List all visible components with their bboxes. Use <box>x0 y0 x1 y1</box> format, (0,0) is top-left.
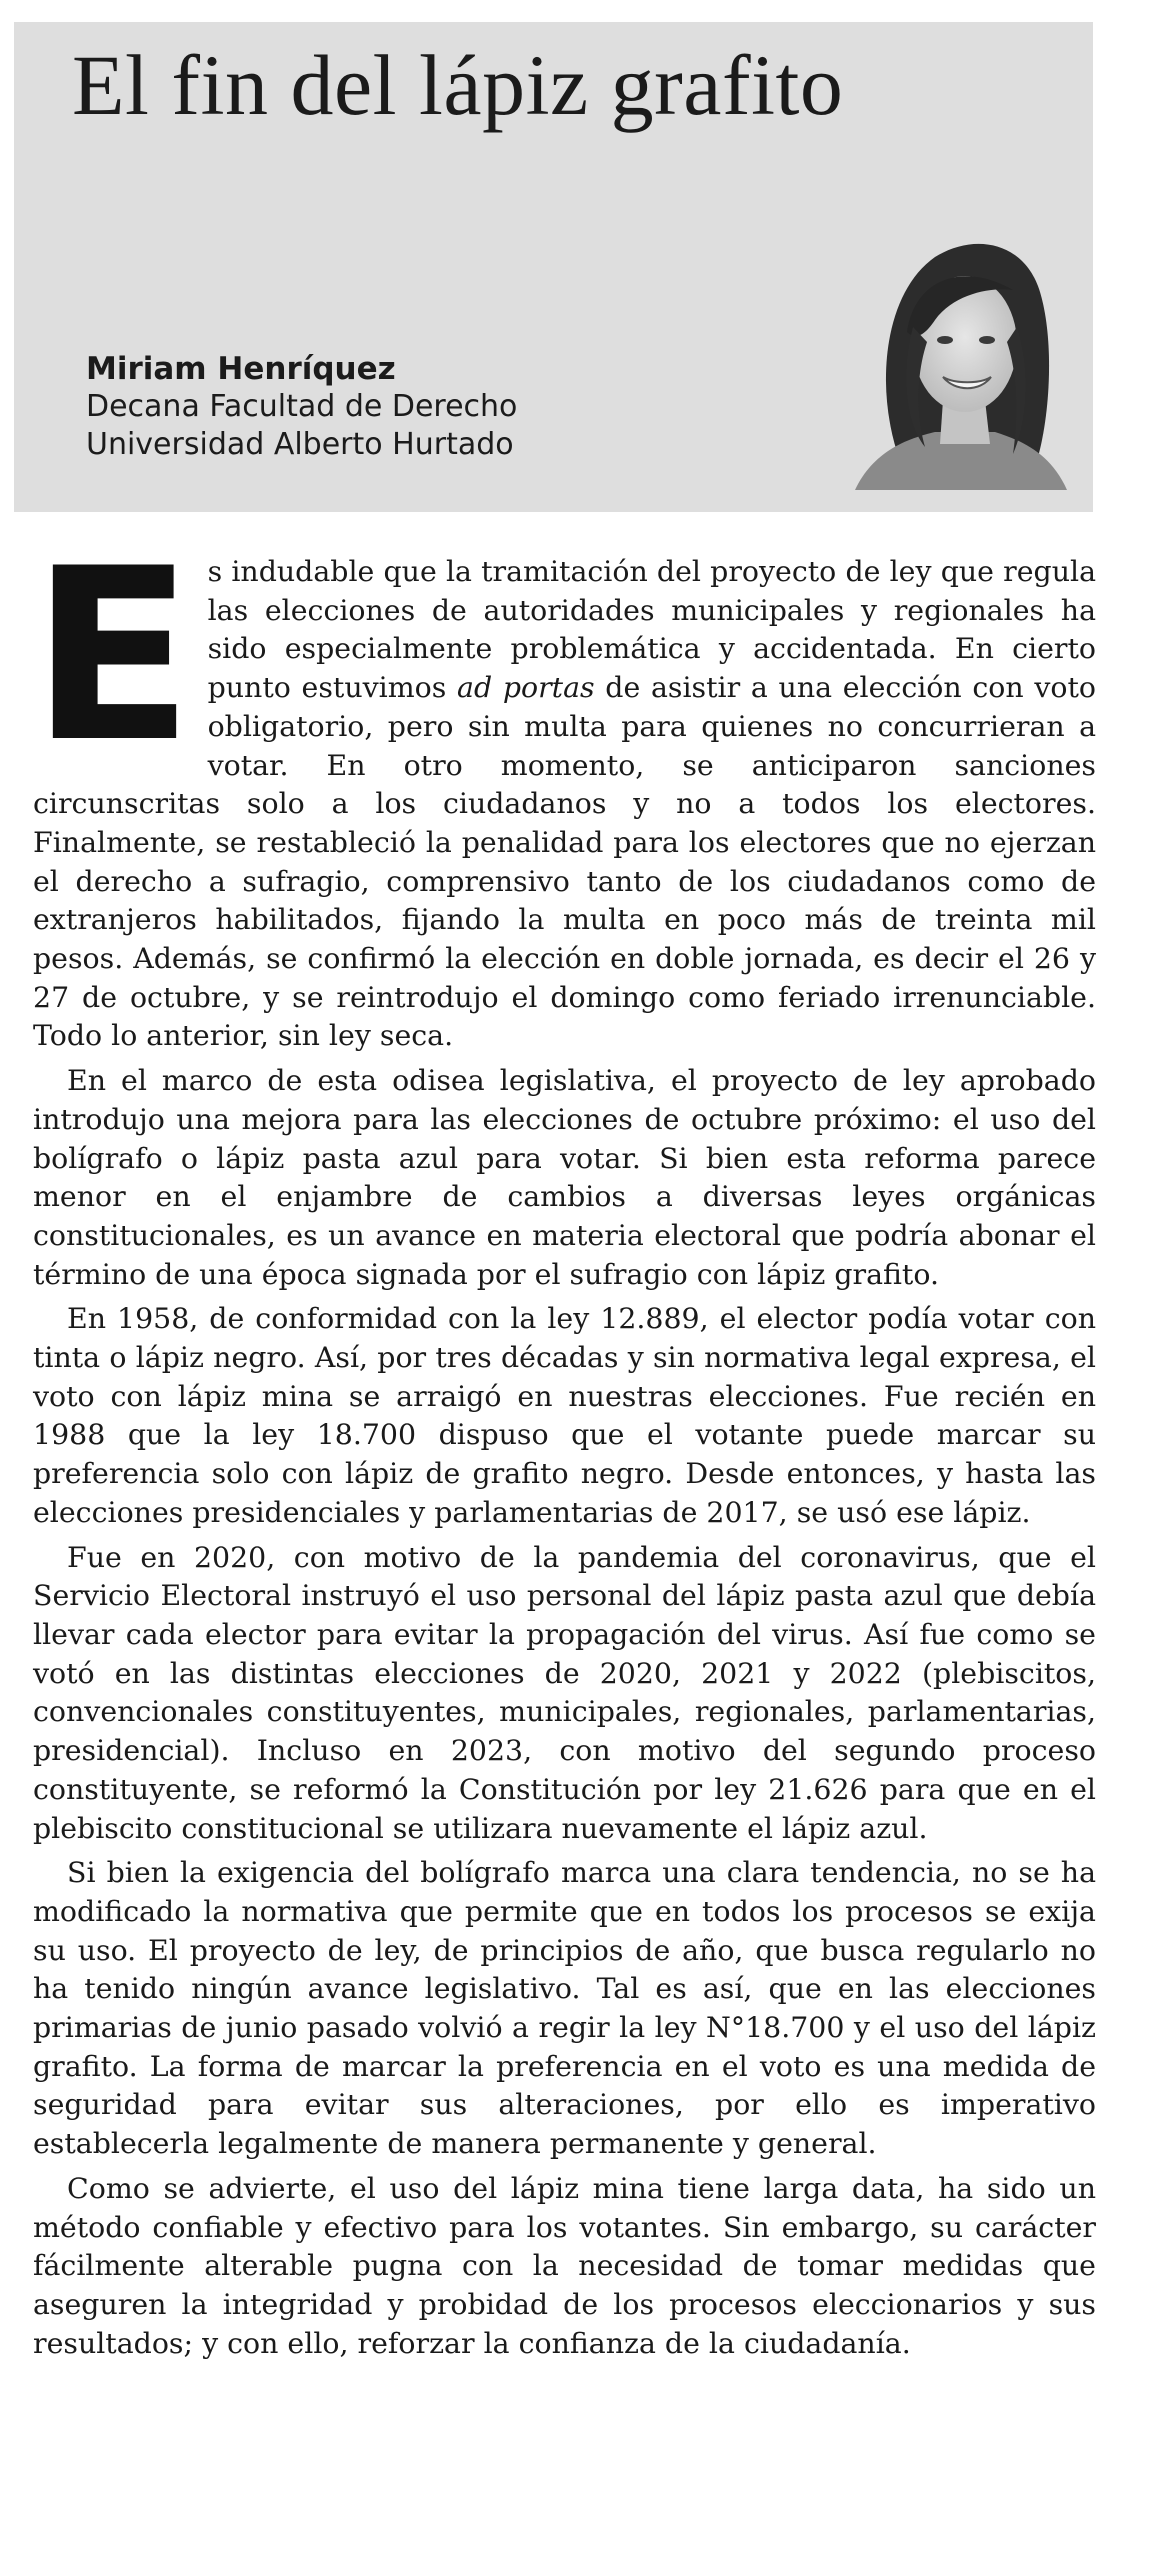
author-portrait <box>835 232 1080 490</box>
author-affiliation: Universidad Alberto Hurtado <box>86 427 514 462</box>
paragraph-1-text-b: de asistir a una elección con voto obligatorio, pero sin multa para quienes no concurrieran a votar. En otro momento, se anticiparon sanciones circunscritas solo a los ciudadanos y no a todos los electores. Finalmente, se restableció la penalidad para los electores que no ejerzan el derecho a sufragio, comprensivo tanto de los ciudadanos como de extranjeros habilitados, fijando la multa en poco más de treinta mil pesos. Además, se confirmó la elección en doble jornada, es decir el 26 y 27 de octubre, y se reintrodujo el domingo como feriado irrenunciable. Todo lo anterior, sin ley seca. <box>33 671 1097 1053</box>
paragraph-1-text-a: s indudable que la tramitación del proyecto de ley que regula las elecciones de autoridades municipales y regionales ha sido especialmente problemática y accidentada. En cierto punto estuvimos <box>207 555 1096 705</box>
author-role: Decana Facultad de Derecho <box>86 389 518 424</box>
paragraph-2: En el marco de esta odisea legislativa, el proyecto de ley aprobado introdujo una mejora para las elecciones de octubre próximo: el uso del bolígrafo o lápiz pasta azul para votar. Si bien esta reforma parece menor en el enjambre de cambios a diversas leyes orgánicas constitucionales, es un avance en materia electoral que podría abonar el término de una época signada por el sufragio con lápiz grafito. <box>33 1064 1096 1291</box>
paragraph-5: Si bien la exigencia del bolígrafo marca una clara tendencia, no se ha modificado la normativa que permite que en todos los procesos se exija su uso. El proyecto de ley, de principios de año, que busca regularlo no ha tenido ningún avance legislativo. Tal es así, que en las elecciones primarias de junio pasado volvió a regir la ley N°18.700 y el uso del lápiz grafito. La forma de marcar la preferencia en el voto es una medida de seguridad para evitar sus alteraciones, por ello es imperativo establecerla legalmente de manera permanente y general. <box>33 1856 1096 2161</box>
paragraph-1-emphasis: ad portas <box>457 671 595 705</box>
article-body <box>31 518 1097 2369</box>
paragraph-6: Como se advierte, el uso del lápiz mina tiene larga data, ha sido un método confiable y efectivo para los votantes. Sin embargo, su carácter fácilmente alterable pugna con la necesidad de tomar medidas que aseguren la integridad y probidad de los procesos eleccionarios y sus resultados; y con ello, reforzar la confianza de la ciudadanía. <box>33 2171 1096 2360</box>
article-title: El fin del lápiz grafito <box>72 37 844 133</box>
drop-cap: E <box>31 518 194 795</box>
author-name: Miriam Henríquez <box>86 351 396 387</box>
paragraph-4: Fue en 2020, con motivo de la pandemia del coronavirus, que el Servicio Electoral instruyó el uso personal del lápiz pasta azul que debía llevar cada elector para evitar la propagación del virus. Así fue como se votó en las distintas elecciones de 2020, 2021 y 2022 (plebiscitos, convencionales constituyentes, municipales, regionales, parlamentarias, presidencial). Incluso en 2023, con motivo del segundo proceso constituyente, se reformó la Constitución por ley 21.626 para que en el plebiscito constitucional se utilizara nuevamente el lápiz azul. <box>33 1540 1096 1845</box>
author-block <box>86 350 517 464</box>
paragraph-1 <box>31 518 1097 1056</box>
paragraph-3: En 1958, de conformidad con la ley 12.889, el elector podía votar con tinta o lápiz negro. Así, por tres décadas y sin normativa legal expresa, el voto con lápiz mina se arraigó en nuestras elecciones. Fue recién en 1988 que la ley 18.700 dispuso que el votante puede marcar su preferencia solo con lápiz de grafito negro. Desde entonces, y hasta las elecciones presidenciales y parlamentarias de 2017, se usó ese lápiz. <box>33 1302 1096 1529</box>
